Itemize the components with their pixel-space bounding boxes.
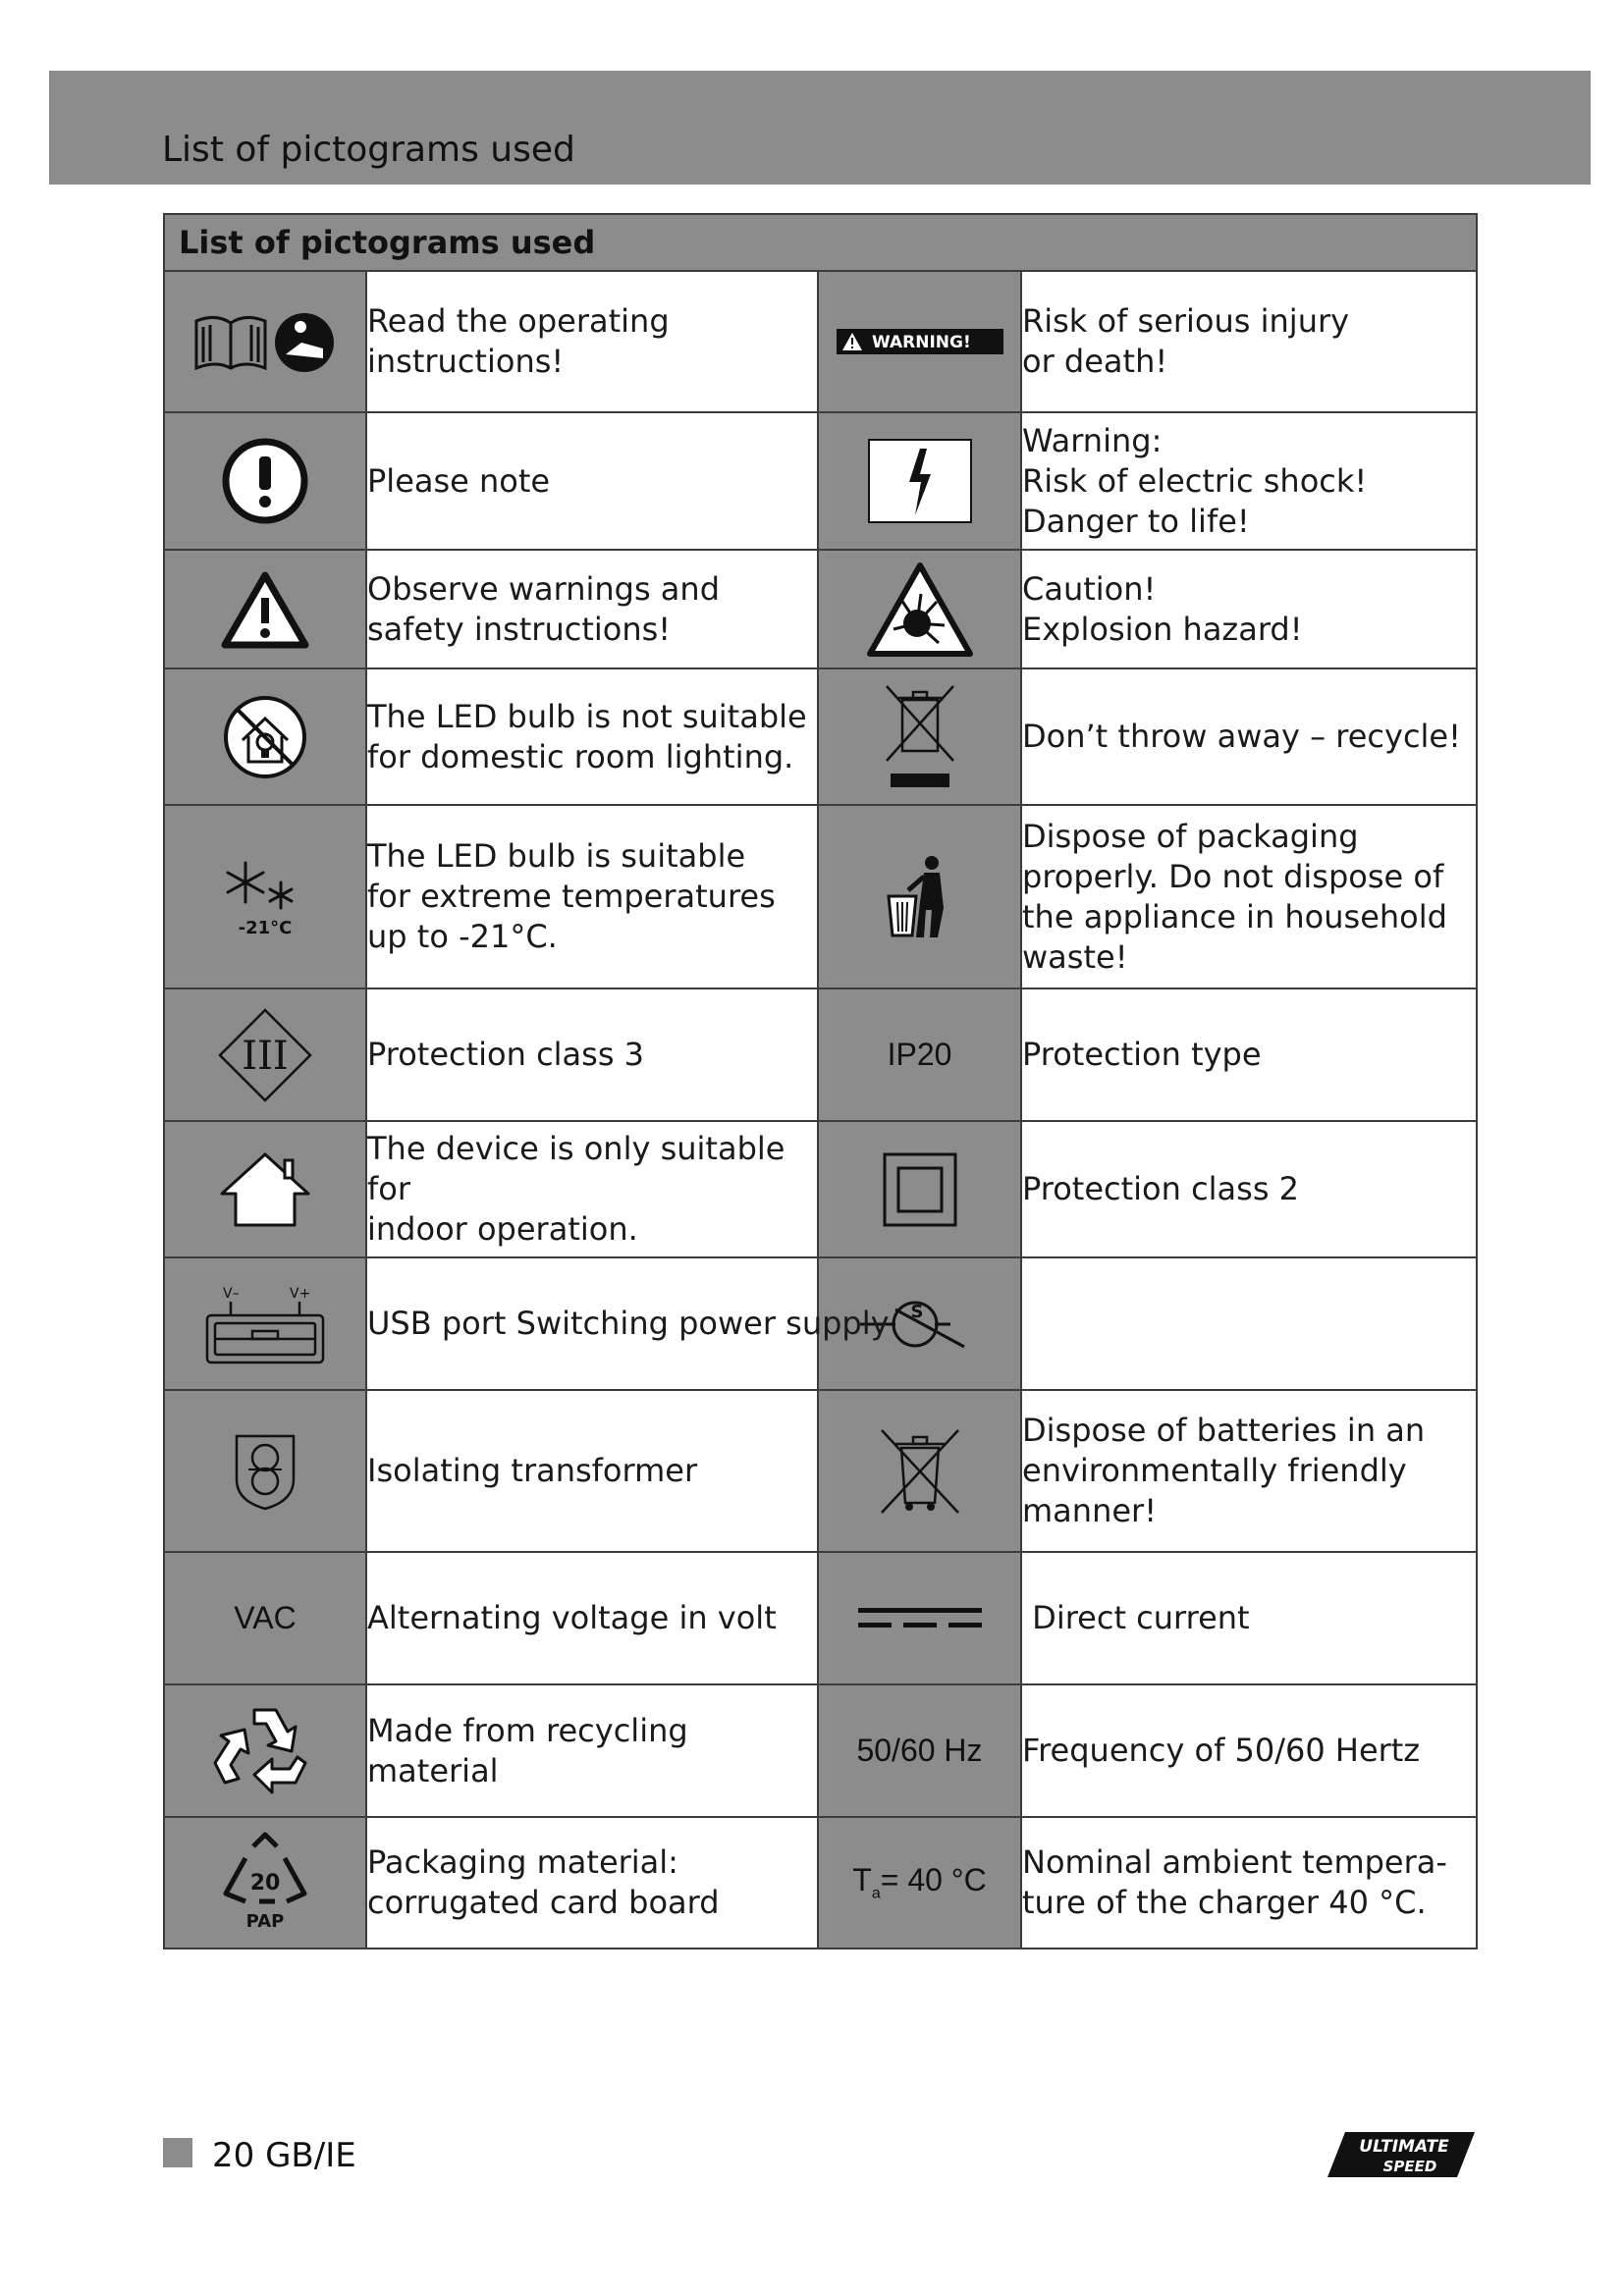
direct-current-desc: Direct current — [1021, 1552, 1477, 1684]
table-row — [164, 1817, 1477, 1949]
crossed-bin-icon — [818, 668, 1021, 805]
usb-port-icon — [164, 1257, 366, 1390]
serious-injury-desc: Risk of serious injury or death! — [1021, 271, 1477, 412]
svg-text:ULTIMATE: ULTIMATE — [1359, 2137, 1449, 2157]
frequency-symbol: 50/60 Hz — [818, 1684, 1021, 1817]
read-manual-icon — [164, 271, 366, 412]
direct-current-icon — [818, 1552, 1021, 1684]
warning-badge-label: WARNING! — [871, 333, 971, 352]
pictogram-table — [163, 213, 1478, 1949]
table-row — [164, 271, 1477, 412]
isolating-transformer-icon — [164, 1390, 366, 1552]
table-row — [164, 805, 1477, 988]
page-number: 20 GB/IE — [212, 2136, 356, 2175]
protection-class-3-desc: Protection class 3 — [366, 988, 818, 1121]
packaging-material-desc: Packaging material: corrugated card board — [366, 1817, 818, 1949]
table-row — [164, 1257, 1477, 1390]
please-note-icon — [164, 412, 366, 550]
brand-logo — [1327, 2130, 1475, 2179]
protection-type-desc: Protection type — [1021, 988, 1477, 1121]
table-row — [164, 1684, 1477, 1817]
ambient-temperature-symbol — [818, 1817, 1021, 1949]
switching-label: S — [910, 1301, 923, 1322]
recycle-desc: Don’t throw away – recycle! — [1021, 668, 1477, 805]
explosion-hazard-desc: Caution! Explosion hazard! — [1021, 550, 1477, 668]
observe-warnings-desc: Observe warnings and safety instructions! — [366, 550, 818, 668]
extreme-temperatures-desc: The LED bulb is suitable for extreme temperatures up to -21°C. — [366, 805, 818, 988]
protection-class-2-desc: Protection class 2 — [1021, 1121, 1477, 1257]
explosion-hazard-icon — [818, 550, 1021, 668]
indoor-house-icon — [164, 1121, 366, 1257]
usb-switching-text: USB port Switching power supply — [367, 1305, 890, 1342]
ip20-symbol: IP20 — [818, 988, 1021, 1121]
table-caption: List of pictograms used — [164, 214, 1477, 271]
recycling-material-desc: Made from recycling material — [366, 1684, 818, 1817]
footer-marker — [163, 2138, 192, 2167]
usb-plus-label: V+ — [290, 1285, 311, 1302]
temperature-symbol-value: = 40 °C — [880, 1862, 987, 1898]
pap-number: 20 — [249, 1871, 281, 1896]
recycling-icon — [164, 1684, 366, 1817]
table-row — [164, 668, 1477, 805]
extreme-temperature-icon — [164, 805, 366, 988]
protection-class-3-icon — [164, 988, 366, 1121]
dispose-packaging-desc: Dispose of packaging properly. Do not dispose of the appliance in household waste! — [1021, 805, 1477, 988]
temperature-label: -21°C — [238, 917, 293, 938]
table-row — [164, 550, 1477, 668]
protection-class-2-icon — [818, 1121, 1021, 1257]
battery-disposal-icon — [818, 1390, 1021, 1552]
warning-badge-icon — [818, 271, 1021, 412]
pap-label: PAP — [245, 1911, 285, 1932]
isolating-transformer-desc: Isolating transformer — [366, 1390, 818, 1552]
dispose-packaging-icon — [818, 805, 1021, 988]
table-row — [164, 1121, 1477, 1257]
indoor-operation-desc: The device is only suitable for indoor operation. — [366, 1121, 818, 1257]
battery-disposal-desc: Dispose of batteries in an environmentally friendly manner! — [1021, 1390, 1477, 1552]
table-row — [164, 988, 1477, 1121]
header-band — [49, 71, 1591, 185]
table-row — [164, 1390, 1477, 1552]
page-title: List of pictograms used — [162, 130, 575, 170]
protection-class-3-label: III — [242, 1033, 289, 1079]
no-room-lighting-icon — [164, 668, 366, 805]
usb-switching-desc — [366, 1257, 890, 1390]
vac-symbol: VAC — [164, 1552, 366, 1684]
switching-desc-empty — [1021, 1257, 1477, 1390]
temperature-symbol-sub: a — [871, 1885, 881, 1902]
alternating-voltage-desc: Alternating voltage in volt — [366, 1552, 818, 1684]
not-room-lighting-desc: The LED bulb is not suitable for domestic room lighting. — [366, 668, 818, 805]
table-row — [164, 1552, 1477, 1684]
temperature-symbol-main: T — [852, 1862, 872, 1898]
table-row — [164, 412, 1477, 550]
ambient-temperature-desc: Nominal ambient tempera- ture of the charger 40 °C. — [1021, 1817, 1477, 1949]
frequency-desc: Frequency of 50/60 Hertz — [1021, 1684, 1477, 1817]
svg-text:SPEED: SPEED — [1382, 2158, 1437, 2175]
warning-triangle-icon — [164, 550, 366, 668]
electric-shock-icon — [818, 412, 1021, 550]
please-note-desc: Please note — [366, 412, 818, 550]
pap-recycling-icon — [164, 1817, 366, 1949]
read-instructions-desc: Read the operating instructions! — [366, 271, 818, 412]
electric-shock-desc: Warning: Risk of electric shock! Danger to life! — [1021, 412, 1477, 550]
usb-minus-label: V– — [223, 1285, 240, 1302]
